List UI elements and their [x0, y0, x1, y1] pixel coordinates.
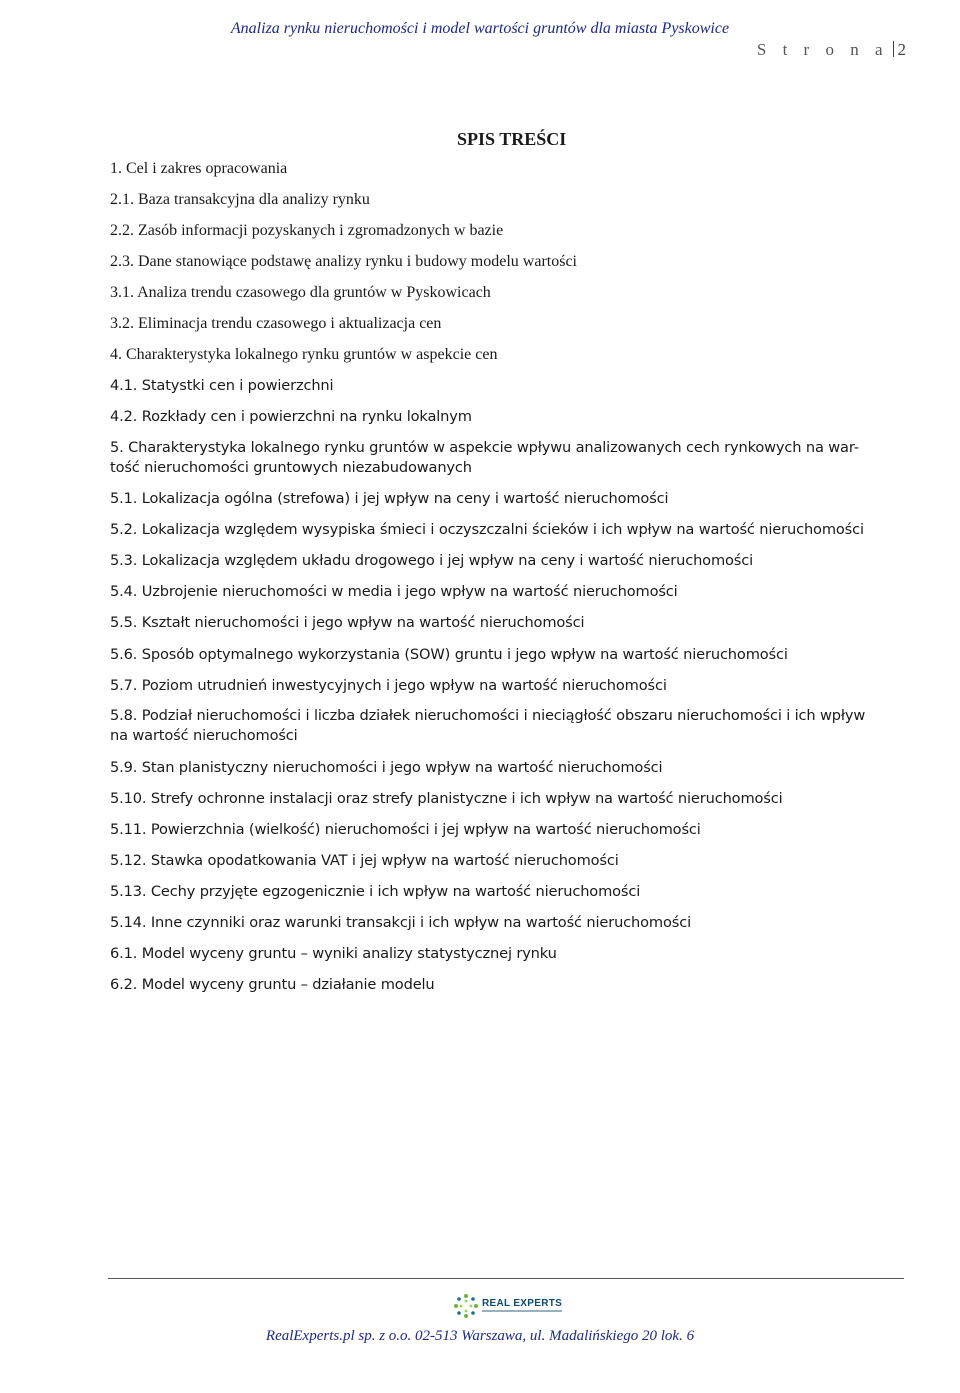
toc-entry[interactable]: 5.12. Stawka opodatkowania VAT i jej wpływ na wartość nieruchomości — [110, 852, 619, 869]
toc-entry[interactable]: 5.1. Lokalizacja ogólna (strefowa) i jej wpływ na ceny i wartość nieruchomości — [110, 490, 669, 507]
toc-entry[interactable]: 6.1. Model wyceny gruntu – wyniki analizy statystycznej rynku — [110, 945, 557, 962]
toc-entry[interactable]: 4. Charakterystyka lokalnego rynku gruntów w aspekcie cen — [110, 346, 498, 363]
page-separator — [893, 41, 894, 57]
running-header-title: Analiza rynku nieruchomości i model wartości gruntów dla miasta Pyskowice — [230, 20, 730, 37]
toc-entry[interactable]: na wartość nieruchomości — [110, 727, 298, 744]
toc-entry[interactable]: 5.4. Uzbrojenie nieruchomości w media i jego wpływ na wartość nieruchomości — [110, 583, 678, 600]
toc-entry[interactable]: 3.1. Analiza trendu czasowego dla gruntów w Pyskowicach — [110, 284, 491, 301]
toc-entry[interactable]: 5.13. Cechy przyjęte egzogenicznie i ich wpływ na wartość nieruchomości — [110, 883, 641, 900]
logo-star-icon — [452, 1292, 480, 1320]
toc-entry[interactable]: tość nieruchomości gruntowych niezabudowanych — [110, 459, 472, 476]
toc-entry[interactable]: 5.8. Podział nieruchomości i liczba działek nieruchomości i nieciągłość obszaru nieruchomości i ich wpływ — [110, 707, 866, 724]
page-word: S t r o n a — [756, 40, 889, 59]
logo-tagline-bar — [482, 1310, 562, 1312]
toc-heading: SPIS TREŚCI — [457, 129, 567, 149]
toc-entry[interactable]: 2.3. Dane stanowiące podstawę analizy rynku i budowy modelu wartości — [110, 253, 577, 270]
toc-entry[interactable]: 5.5. Kształt nieruchomości i jego wpływ na wartość nieruchomości — [110, 614, 585, 631]
logo-text: REAL EXPERTS — [482, 1298, 563, 1309]
toc-entry[interactable]: 5.6. Sposób optymalnego wykorzystania (SOW) gruntu i jego wpływ na wartość nieruchomości — [110, 646, 788, 663]
toc-entry[interactable]: 5.10. Strefy ochronne instalacji oraz strefy planistyczne i ich wpływ na wartość nieruchomości — [110, 790, 783, 807]
footer-address: RealExperts.pl sp. z o.o. 02-513 Warszawa, ul. Madalińskiego 20 lok. 6 — [265, 1328, 695, 1344]
toc-entry[interactable]: 5.11. Powierzchnia (wielkość) nieruchomości i jej wpływ na wartość nieruchomości — [110, 821, 701, 838]
footer-divider — [108, 1278, 904, 1279]
toc-entry[interactable]: 2.1. Baza transakcyjna dla analizy rynku — [110, 191, 370, 208]
toc-entry[interactable]: 4.2. Rozkłady cen i powierzchni na rynku lokalnym — [110, 408, 472, 425]
page-number-value: 2 — [897, 40, 906, 59]
company-logo — [452, 1292, 572, 1322]
toc-entry[interactable]: 5.9. Stan planistyczny nieruchomości i jego wpływ na wartość nieruchomości — [110, 759, 663, 776]
toc-entry[interactable]: 5. Charakterystyka lokalnego rynku gruntów w aspekcie wpływu analizowanych cech rynkowych na war- — [110, 439, 859, 456]
toc-entry[interactable]: 2.2. Zasób informacji pozyskanych i zgromadzonych w bazie — [110, 222, 504, 239]
page-number — [757, 40, 906, 60]
toc-entry[interactable]: 6.2. Model wyceny gruntu – działanie modelu — [110, 976, 435, 993]
toc-entry[interactable]: 3.2. Eliminacja trendu czasowego i aktualizacja cen — [110, 315, 442, 332]
toc-entry[interactable]: 1. Cel i zakres opracowania — [110, 160, 288, 177]
toc-entry[interactable]: 4.1. Statystki cen i powierzchni — [110, 377, 334, 394]
toc-entry[interactable]: 5.2. Lokalizacja względem wysypiska śmieci i oczyszczalni ścieków i ich wpływ na wartość nieruchomości — [110, 521, 864, 538]
toc-entry[interactable]: 5.14. Inne czynniki oraz warunki transakcji i ich wpływ na wartość nieruchomości — [110, 914, 691, 931]
toc-entry[interactable]: 5.7. Poziom utrudnień inwestycyjnych i jego wpływ na wartość nieruchomości — [110, 677, 667, 694]
toc-entry[interactable]: 5.3. Lokalizacja względem układu drogowego i jej wpływ na ceny i wartość nieruchomości — [110, 552, 754, 569]
